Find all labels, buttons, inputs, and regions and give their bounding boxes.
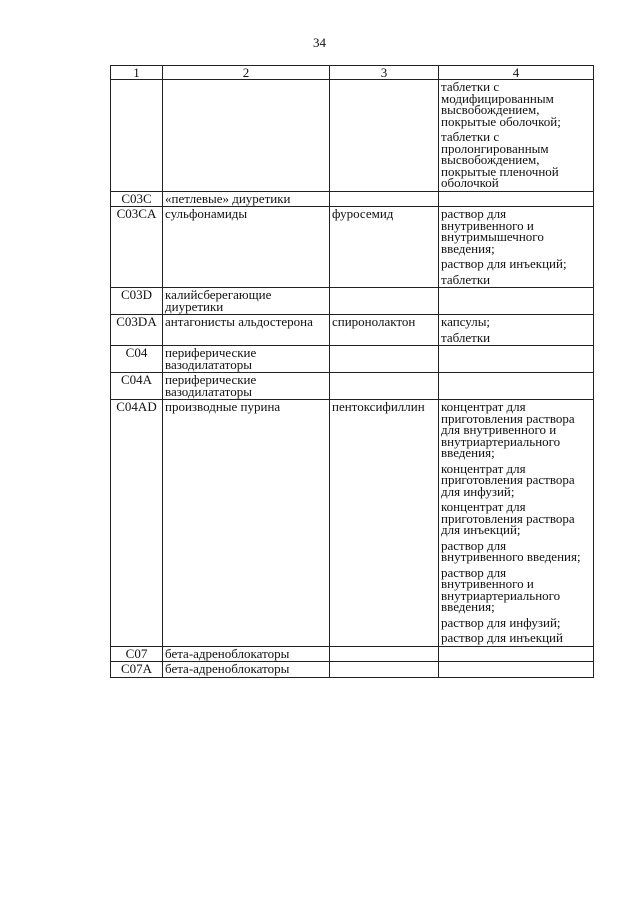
dosage-forms-cell (439, 662, 594, 678)
table-row (111, 80, 594, 192)
group-name-cell: «петлевые» диуретики (163, 191, 330, 207)
table-row (111, 373, 594, 400)
drug-name-cell (330, 191, 439, 207)
dosage-form: концентрат для приготовления раствора для инъекций; (441, 499, 575, 537)
drug-name-cell (330, 373, 439, 400)
group-name-cell: антагонисты альдостерона (163, 315, 330, 346)
table-row (111, 315, 594, 346)
column-header-1: 1 (111, 66, 163, 80)
drug-name-cell (330, 288, 439, 315)
group-name-cell: периферические вазодилататоры (163, 346, 330, 373)
dosage-form: раствор для инъекций (441, 630, 563, 645)
dosage-form: раствор для внутривенного и внутримышечного введения; (441, 206, 544, 256)
atc-code-cell: C03DA (111, 315, 163, 346)
dosage-form: капсулы; (441, 314, 491, 329)
drug-table (110, 65, 594, 678)
atc-code-cell: C03CA (111, 207, 163, 288)
atc-code-cell: C07A (111, 662, 163, 678)
table-row (111, 662, 594, 678)
table-row (111, 346, 594, 373)
dosage-forms-cell (439, 191, 594, 207)
group-name-cell: калийсберегающие диуретики (163, 288, 330, 315)
atc-code-cell: C03D (111, 288, 163, 315)
atc-code-cell: C04 (111, 346, 163, 373)
atc-code-cell (111, 80, 163, 192)
drug-name-cell (330, 646, 439, 662)
dosage-forms-cell (439, 400, 594, 647)
group-name-cell: бета-адреноблокаторы (163, 646, 330, 662)
dosage-forms-cell (439, 288, 594, 315)
group-name-cell: производные пурина (163, 400, 330, 647)
dosage-forms-cell (439, 646, 594, 662)
drug-name-cell (330, 662, 439, 678)
dosage-form: концентрат для приготовления раствора для инфузий; (441, 460, 575, 499)
drug-name-cell (330, 346, 439, 373)
dosage-form: раствор для внутривенного и внутриартериального введения; (441, 564, 561, 614)
table-row (111, 191, 594, 207)
table-row (111, 288, 594, 315)
group-name-cell: сульфонамиды (163, 207, 330, 288)
atc-code-cell: C04A (111, 373, 163, 400)
column-header-4: 4 (439, 66, 594, 80)
dosage-form: раствор для инфузий; (441, 614, 561, 630)
dosage-form: таблетки (441, 271, 491, 287)
dosage-forms-cell (439, 373, 594, 400)
dosage-forms-cell (439, 207, 594, 288)
dosage-forms-cell (439, 346, 594, 373)
drug-name-cell: спиронолактон (330, 315, 439, 346)
table-row (111, 400, 594, 647)
column-header-3: 3 (330, 66, 439, 80)
group-name-cell: периферические вазодилататоры (163, 373, 330, 400)
header-row (111, 66, 594, 80)
page-number: 34 (313, 35, 326, 50)
dosage-forms-cell (439, 315, 594, 346)
group-name-cell (163, 80, 330, 192)
drug-name-cell: пентоксифиллин (330, 400, 439, 647)
table-row (111, 646, 594, 662)
dosage-form: таблетки (441, 329, 491, 345)
atc-code-cell: C07 (111, 646, 163, 662)
drug-name-cell (330, 80, 439, 192)
dosage-forms-cell (439, 80, 594, 192)
dosage-form: таблетки с модифицированным высвобождением, покрытые оболочкой; (441, 79, 561, 129)
dosage-form: концентрат для приготовления раствора для внутривенного и внутриартериального введения; (441, 399, 575, 460)
drug-name-cell: фуросемид (330, 207, 439, 288)
table-body (111, 80, 594, 678)
dosage-form: раствор для внутривенного введения; (441, 537, 581, 564)
column-header-2: 2 (163, 66, 330, 80)
atc-code-cell: C04AD (111, 400, 163, 647)
atc-code-cell: C03C (111, 191, 163, 207)
dosage-form: раствор для инъекций; (441, 256, 567, 271)
dosage-form: таблетки с пролонгированным высвобождением, покрытые пленочной оболочкой (441, 129, 559, 190)
group-name-cell: бета-адреноблокаторы (163, 662, 330, 678)
table-row (111, 207, 594, 288)
